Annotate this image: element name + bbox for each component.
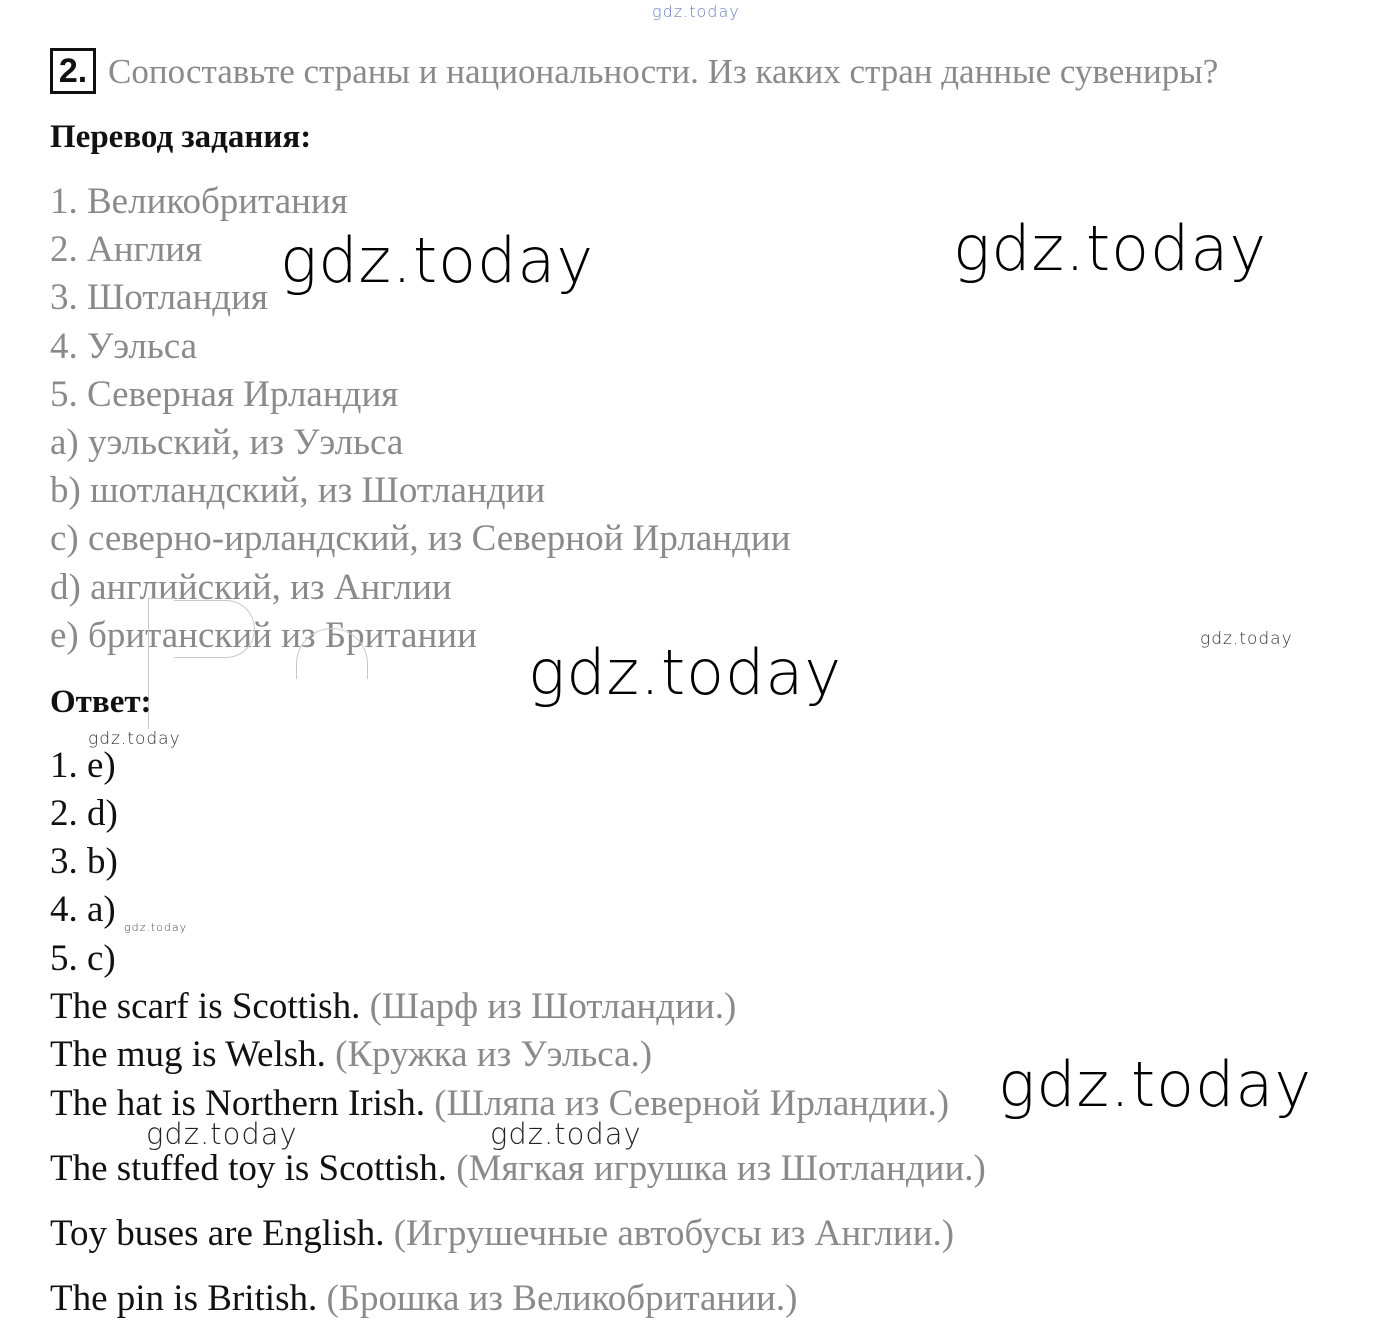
translation-item: с) северно-ирландский, из Северной Ирландии xyxy=(50,518,791,559)
watermark: gdz.today xyxy=(146,1117,298,1151)
answer-match: 5. c) xyxy=(50,938,116,979)
sentence-russian: (Брошка из Великобритании.) xyxy=(326,1278,798,1319)
translation-item: 2. Англия xyxy=(50,229,203,270)
stamp-mark xyxy=(174,600,255,658)
sentence-english: Toy buses are English. xyxy=(50,1213,385,1254)
answer-match: 1. e) xyxy=(50,745,116,786)
translation-item: 4. Уэльса xyxy=(50,326,198,367)
translation-item: 5. Северная Ирландия xyxy=(50,374,399,415)
translation-item: 3. Шотландия xyxy=(50,277,268,318)
sentence-english: The stuffed toy is Scottish. xyxy=(50,1148,448,1189)
sentence-russian: (Мягкая игрушка из Шотландии.) xyxy=(456,1148,986,1189)
watermark: gdz.today xyxy=(88,729,181,749)
answer-match: 2. d) xyxy=(50,793,118,834)
answer-sentence xyxy=(50,1147,986,1191)
stamp-mark xyxy=(148,598,175,729)
watermark: gdz.today xyxy=(1200,629,1293,649)
translation-item: b) шотландский, из Шотландии xyxy=(50,470,546,511)
sentence-english: The mug is Welsh. xyxy=(50,1034,326,1075)
answer-sentence xyxy=(50,985,736,1029)
watermark: gdz.today xyxy=(124,921,188,934)
translation-item: d) английский, из Англии xyxy=(50,567,452,608)
watermark: gdz.today xyxy=(528,636,843,709)
answer-sentence xyxy=(50,1212,954,1256)
sentence-english: The pin is British. xyxy=(50,1278,318,1319)
sentence-english: The hat is Northern Irish. xyxy=(50,1083,426,1124)
sentence-english: The scarf is Scottish. xyxy=(50,986,361,1027)
sentence-russian: (Кружка из Уэльса.) xyxy=(335,1034,653,1075)
watermark: gdz.today xyxy=(998,1048,1313,1121)
sentence-russian: (Игрушечные автобусы из Англии.) xyxy=(393,1213,955,1254)
sentence-russian: (Шляпа из Северной Ирландии.) xyxy=(434,1083,950,1124)
translation-item: а) уэльский, из Уэльса xyxy=(50,422,404,463)
translation-heading: Перевод задания: xyxy=(50,119,312,155)
answer-sentence xyxy=(50,1033,652,1077)
answer-sentence xyxy=(50,1277,797,1321)
task-text: Сопоставьте страны и национальности. Из каких стран данные сувениры? xyxy=(108,52,1219,91)
task-number: 2. xyxy=(50,48,96,94)
watermark-top: gdz.today xyxy=(652,2,740,21)
translation-item: e) британский из Британии xyxy=(50,615,477,656)
watermark: gdz.today xyxy=(953,212,1268,285)
watermark: gdz.today xyxy=(490,1117,642,1151)
translation-item: 1. Великобритания xyxy=(50,181,348,222)
watermark: gdz.today xyxy=(280,224,595,297)
answer-match: 3. b) xyxy=(50,841,118,882)
answer-match: 4. a) xyxy=(50,889,116,930)
sentence-russian: (Шарф из Шотландии.) xyxy=(369,986,737,1027)
answer-heading: Ответ: xyxy=(50,684,152,720)
